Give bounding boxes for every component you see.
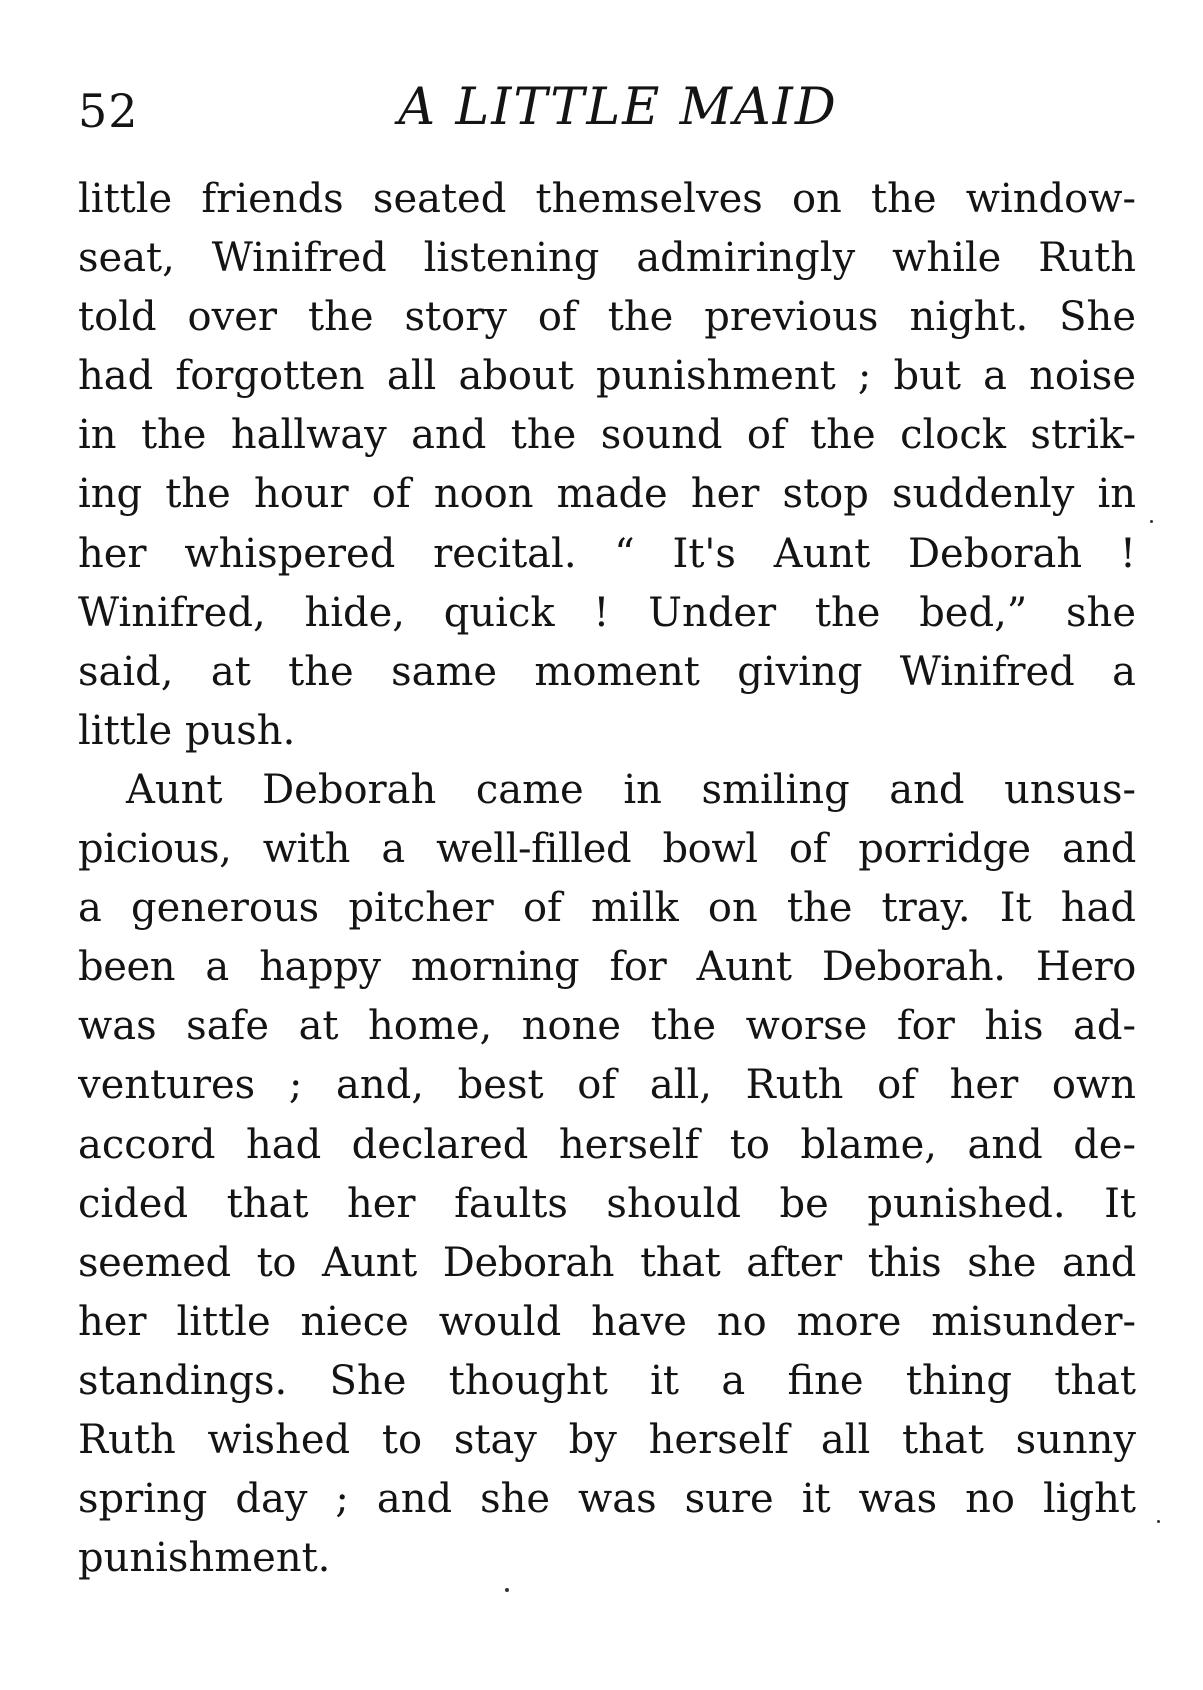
print-speck [505, 1588, 509, 1592]
print-speck [1157, 1520, 1160, 1523]
text-line: a generous pitcher of milk on the tray. It had [78, 885, 1136, 932]
text-line: seat, Winifred listening admiringly while Ruth [78, 235, 1136, 282]
running-title: A LITTLE MAID [398, 78, 838, 137]
text-line: standings. She thought it a fine thing that [78, 1357, 1136, 1404]
text-line: ing the hour of noon made her stop suddenly in [78, 471, 1136, 518]
text-line: her whispered recital. “ It's Aunt Deborah ! [78, 530, 1136, 577]
text-line: said, at the same moment giving Winifred a [78, 648, 1136, 695]
text-line: little push. [78, 707, 296, 754]
body-text [78, 170, 1136, 1588]
text-line: spring day ; and she was sure it was no light [78, 1476, 1136, 1523]
text-line: Winifred, hide, quick ! Under the bed,” she [78, 589, 1136, 636]
print-speck [1150, 520, 1153, 523]
text-line: was safe at home, none the worse for his ad- [78, 1003, 1136, 1050]
text-line: picious, with a well-filled bowl of porridge and [78, 826, 1136, 873]
text-line: told over the story of the previous night. She [78, 294, 1136, 341]
text-line: Aunt Deborah came in smiling and unsus- [126, 766, 1136, 813]
page-number: 52 [78, 84, 139, 138]
text-line: punishment. [78, 1535, 331, 1582]
text-line: had forgotten all about punishment ; but a noise [78, 353, 1136, 400]
text-line: been a happy morning for Aunt Deborah. Hero [78, 944, 1136, 991]
text-line: ventures ; and, best of all, Ruth of her own [78, 1062, 1136, 1109]
paragraph [78, 170, 1136, 761]
page-header [78, 80, 1138, 144]
text-line: seemed to Aunt Deborah that after this she and [78, 1239, 1136, 1286]
text-line: Ruth wished to stay by herself all that sunny [78, 1416, 1136, 1463]
text-line: accord had declared herself to blame, and de- [78, 1121, 1136, 1168]
text-line: little friends seated themselves on the window- [78, 176, 1136, 222]
text-line: in the hallway and the sound of the clock strik- [78, 412, 1136, 459]
text-line: cided that her faults should be punished. It [78, 1180, 1136, 1227]
paragraph [78, 761, 1136, 1588]
text-line: her little niece would have no more misunder- [78, 1298, 1136, 1345]
